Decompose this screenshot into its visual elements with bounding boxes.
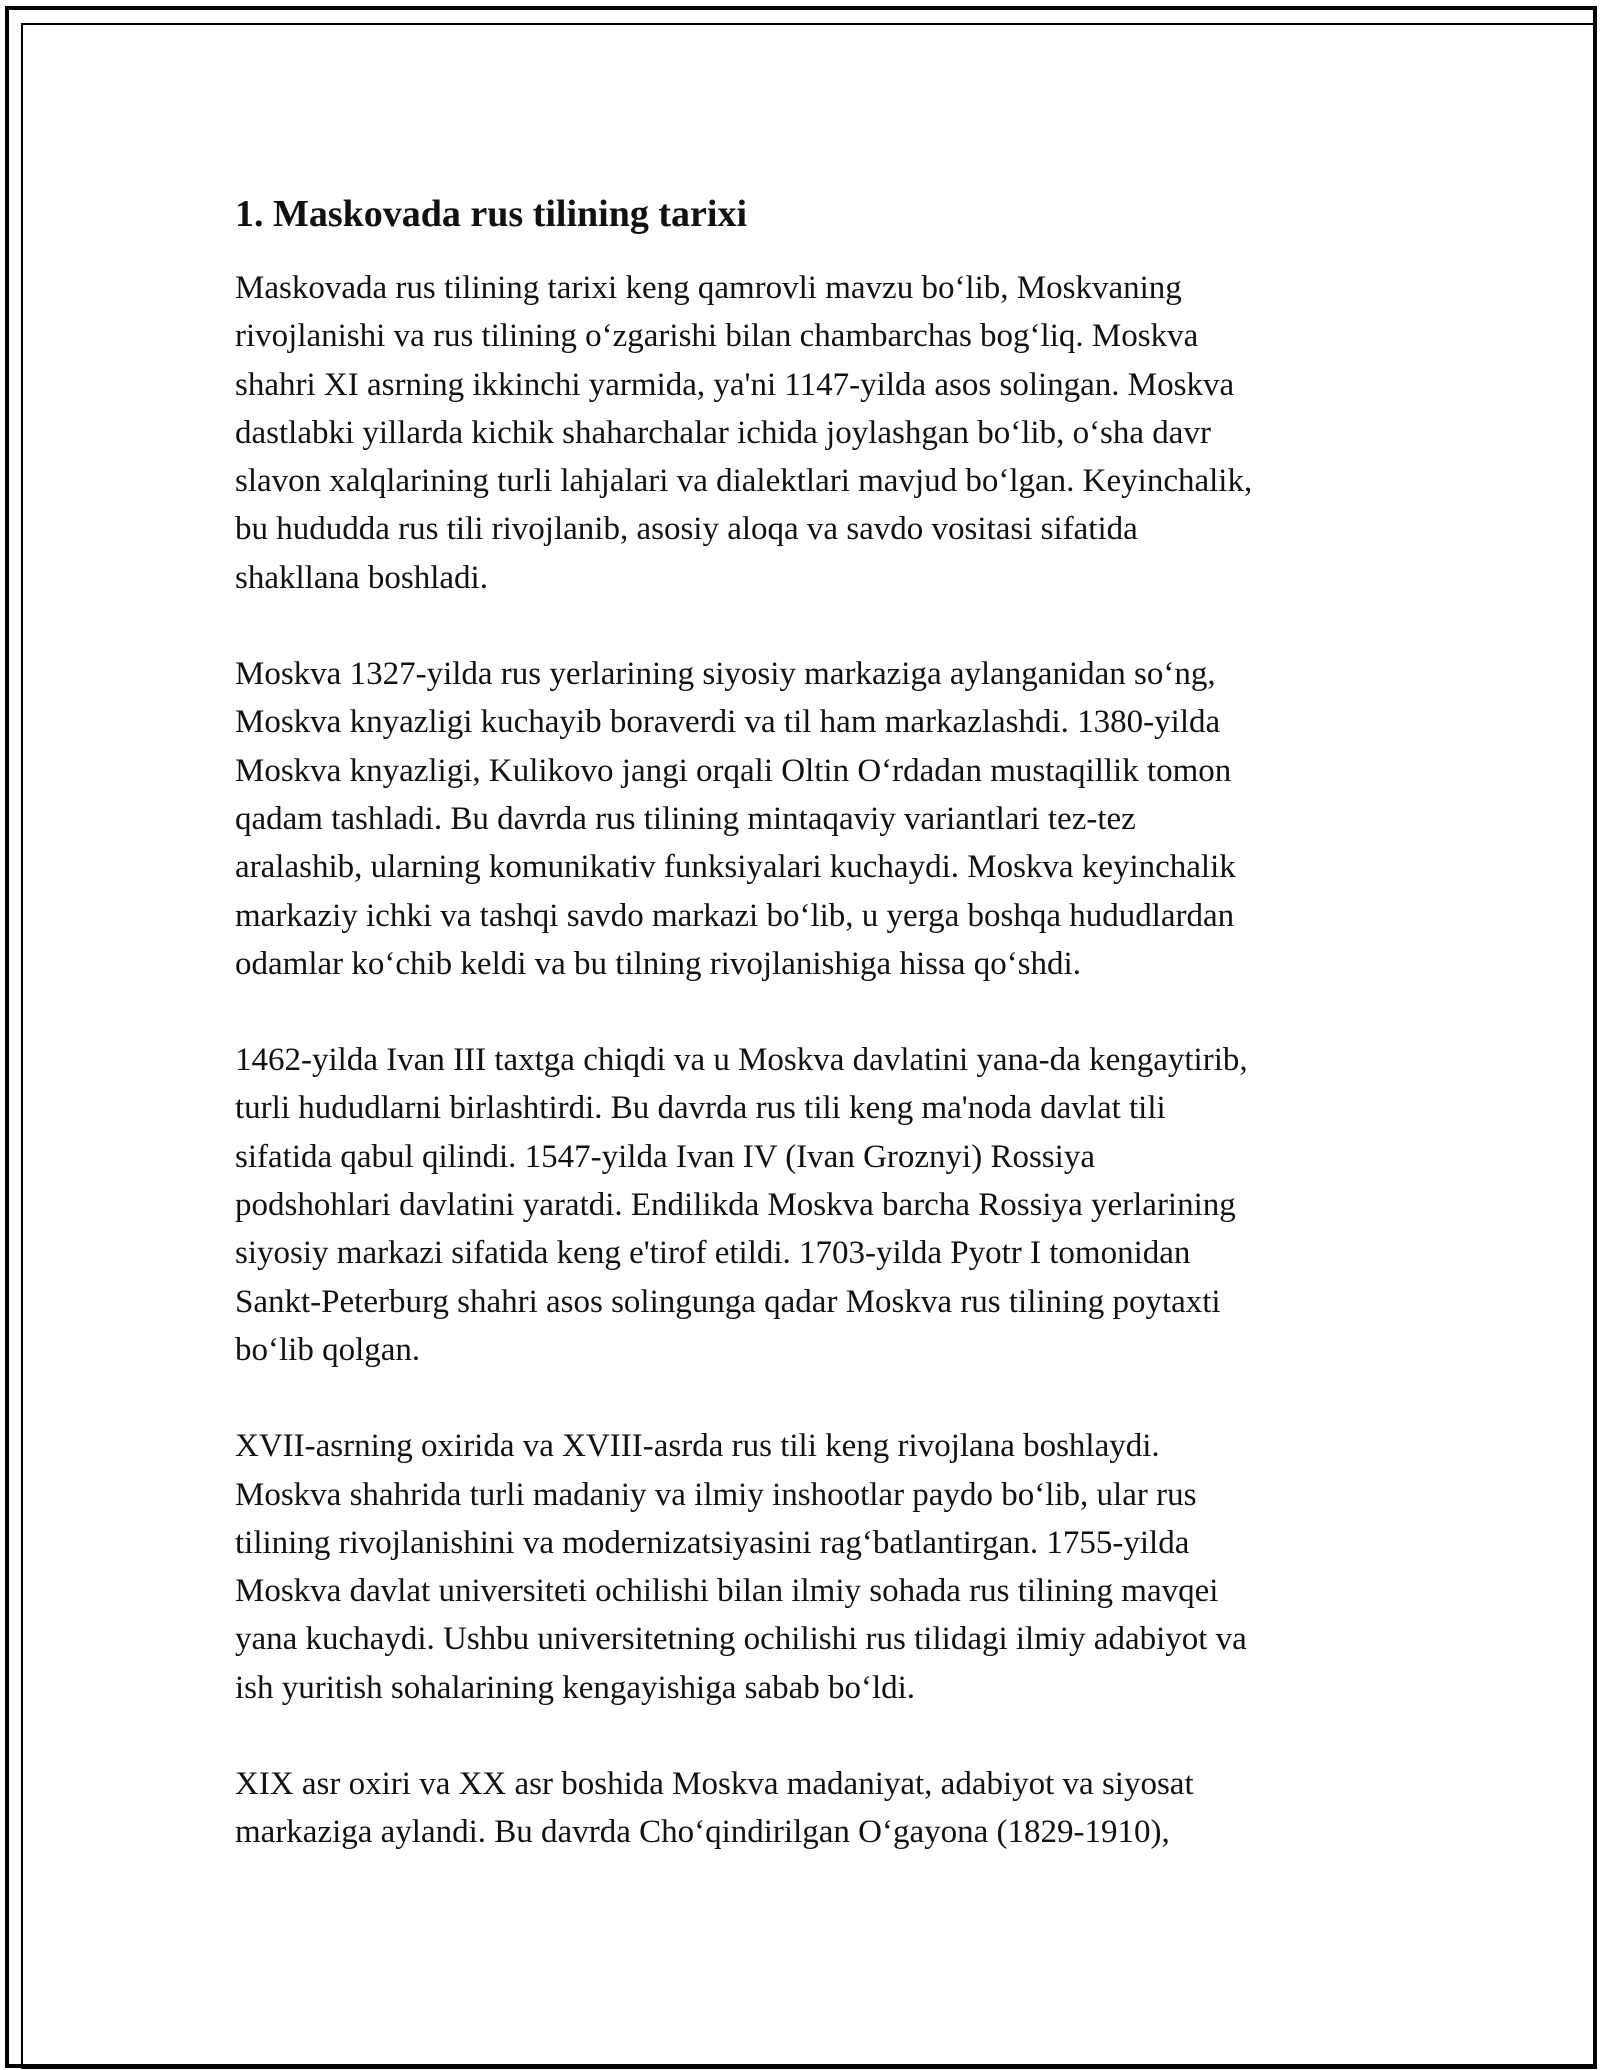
- document-body: [235, 186, 1385, 1857]
- paragraph-2: Moskva 1327-yilda rus yerlarining siyosiy markaziga aylanganidan so‘ng, Moskva knyazligi kuchayib boraverdi va til ham markazlashdi. 1380-yilda Moskva knyazligi, Kulikovo jangi orqali Oltin O‘rdadan mustaqillik tomon qadam tashladi. Bu davrda rus tilining mintaqaviy variantlari tez-tez aralashib, ularning komunikativ funksiyalari kuchaydi. Moskva keyinchalik markaziy ichki va tashqi savdo markazi bo‘lib, u yerga boshqa hududlardan odamlar ko‘chib keldi va bu tilning rivojlanishiga hissa qo‘shdi.: [235, 656, 1236, 982]
- paragraph-1: Maskovada rus tilining tarixi keng qamrovli mavzu bo‘lib, Moskvaning rivojlanishi va rus tilining o‘zgarishi bilan chambarchas bog‘liq. Moskva shahri XI asrning ikkinchi yarmida, ya'ni 1147-yilda asos solingan. Moskva dastlabki yillarda kichik shaharchalar ichida joylashgan bo‘lib, o‘sha davr slavon xalqlarining turli lahjalari va dialektlari mavjud bo‘lgan. Keyinchalik, bu hududda rus tili rivojlanib, asosiy aloqa va savdo vositasi sifatida shakllana boshladi.: [235, 270, 1253, 596]
- paragraph-3: 1462-yilda Ivan III taxtga chiqdi va u Moskva davlatini yana-da kengaytirib, turli hududlarni birlashtirdi. Bu davrda rus tili keng ma'noda davlat tili sifatida qabul qilindi. 1547-yilda Ivan IV (Ivan Groznyi) Rossiya podshohlari davlatini yaratdi. Endilikda Moskva barcha Rossiya yerlarining siyosiy markazi sifatida keng e'tirof etildi. 1703-yilda Pyotr I tomonidan Sankt-Peterburg shahri asos solingunga qadar Moskva rus tilining poytaxti bo‘lib qolgan.: [235, 1042, 1248, 1368]
- section-heading: 1. Maskovada rus tilining tarixi: [235, 193, 747, 235]
- paragraph-4: XVII-asrning oxirida va XVIII-asrda rus tili keng rivojlana boshlaydi. Moskva shahrida turli madaniy va ilmiy inshootlar paydo bo‘lib, ular rus tilining rivojlanishini va modernizatsiyasini rag‘batlantirgan. 1755-yilda Moskva davlat universiteti ochilishi bilan ilmiy sohada rus tilining mavqei yana kuchaydi. Ushbu universitetning ochilishi rus tilidagi ilmiy adabiyot va ish yuritish sohalarining kengayishiga sabab bo‘ldi.: [235, 1428, 1247, 1706]
- paragraph-5: XIX asr oxiri va XX asr boshida Moskva madaniyat, adabiyot va siyosat markaziga aylandi. Bu davrda Cho‘qindirilgan O‘gayona (1829-1910),: [235, 1766, 1194, 1851]
